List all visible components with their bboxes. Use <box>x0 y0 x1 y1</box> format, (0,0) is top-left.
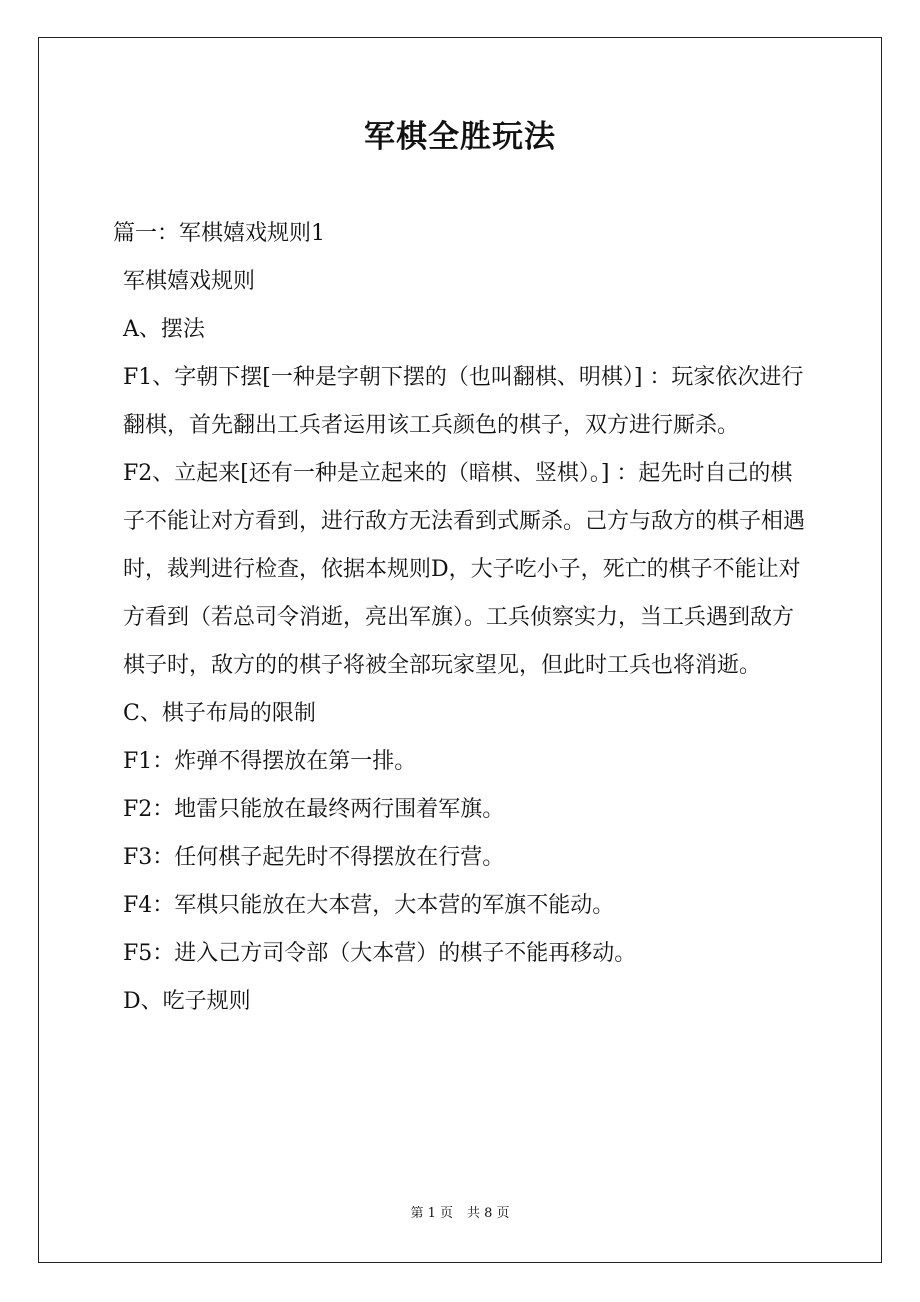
rule-item-f1: F1：炸弹不得摆放在第一排。 <box>123 749 417 774</box>
rule-heading-d: D、吃子规则 <box>123 989 251 1014</box>
rule-heading-a: A、摆法 <box>123 317 205 342</box>
rule-item-f5: F5：进入己方司令部（大本营）的棋子不能再移动。 <box>123 941 637 966</box>
rule-item-f4: F4：军棋只能放在大本营，大本营的军旗不能动。 <box>123 893 615 918</box>
section-heading: 篇一：军棋嬉戏规则1 <box>113 221 325 246</box>
page-total: 共 8 页 <box>467 1206 510 1221</box>
document-title: 军棋全胜玩法 <box>364 119 556 155</box>
rule-paragraph-f2: F2、立起来[还有一种是立起来的（暗棋、竖棋）。] ：起先时自己的棋子不能让对方看到，进行敌方无法看到式厮杀。己方与敌方的棋子相遇时，裁判进行检查，依据本规则D，大子吃小子，死亡的棋子不能让对方看到（若总司令消逝，亮出军旗）。工兵侦察实力，当工兵遇到敌方棋子时，敌方的的棋子将被全部玩家望见，但此时工兵也将消逝。 <box>123 461 806 678</box>
rule-heading-c: C、棋子布局的限制 <box>123 701 316 726</box>
document-body <box>113 210 810 1026</box>
rule-item-f2: F2：地雷只能放在最终两行围着军旗。 <box>123 797 505 822</box>
rule-item-f3: F3：任何棋子起先时不得摆放在行营。 <box>123 845 505 870</box>
page-number: 第 1 页 <box>410 1206 453 1221</box>
rule-paragraph-f1: F1、字朝下摆[一种是字朝下摆的（也叫翻棋、明棋）] ：玩家依次进行翻棋，首先翻出工兵者运用该工兵颜色的棋子，双方进行厮杀。 <box>123 365 804 438</box>
page-footer <box>0 1204 920 1224</box>
subsection-heading: 军棋嬉戏规则 <box>123 269 256 294</box>
